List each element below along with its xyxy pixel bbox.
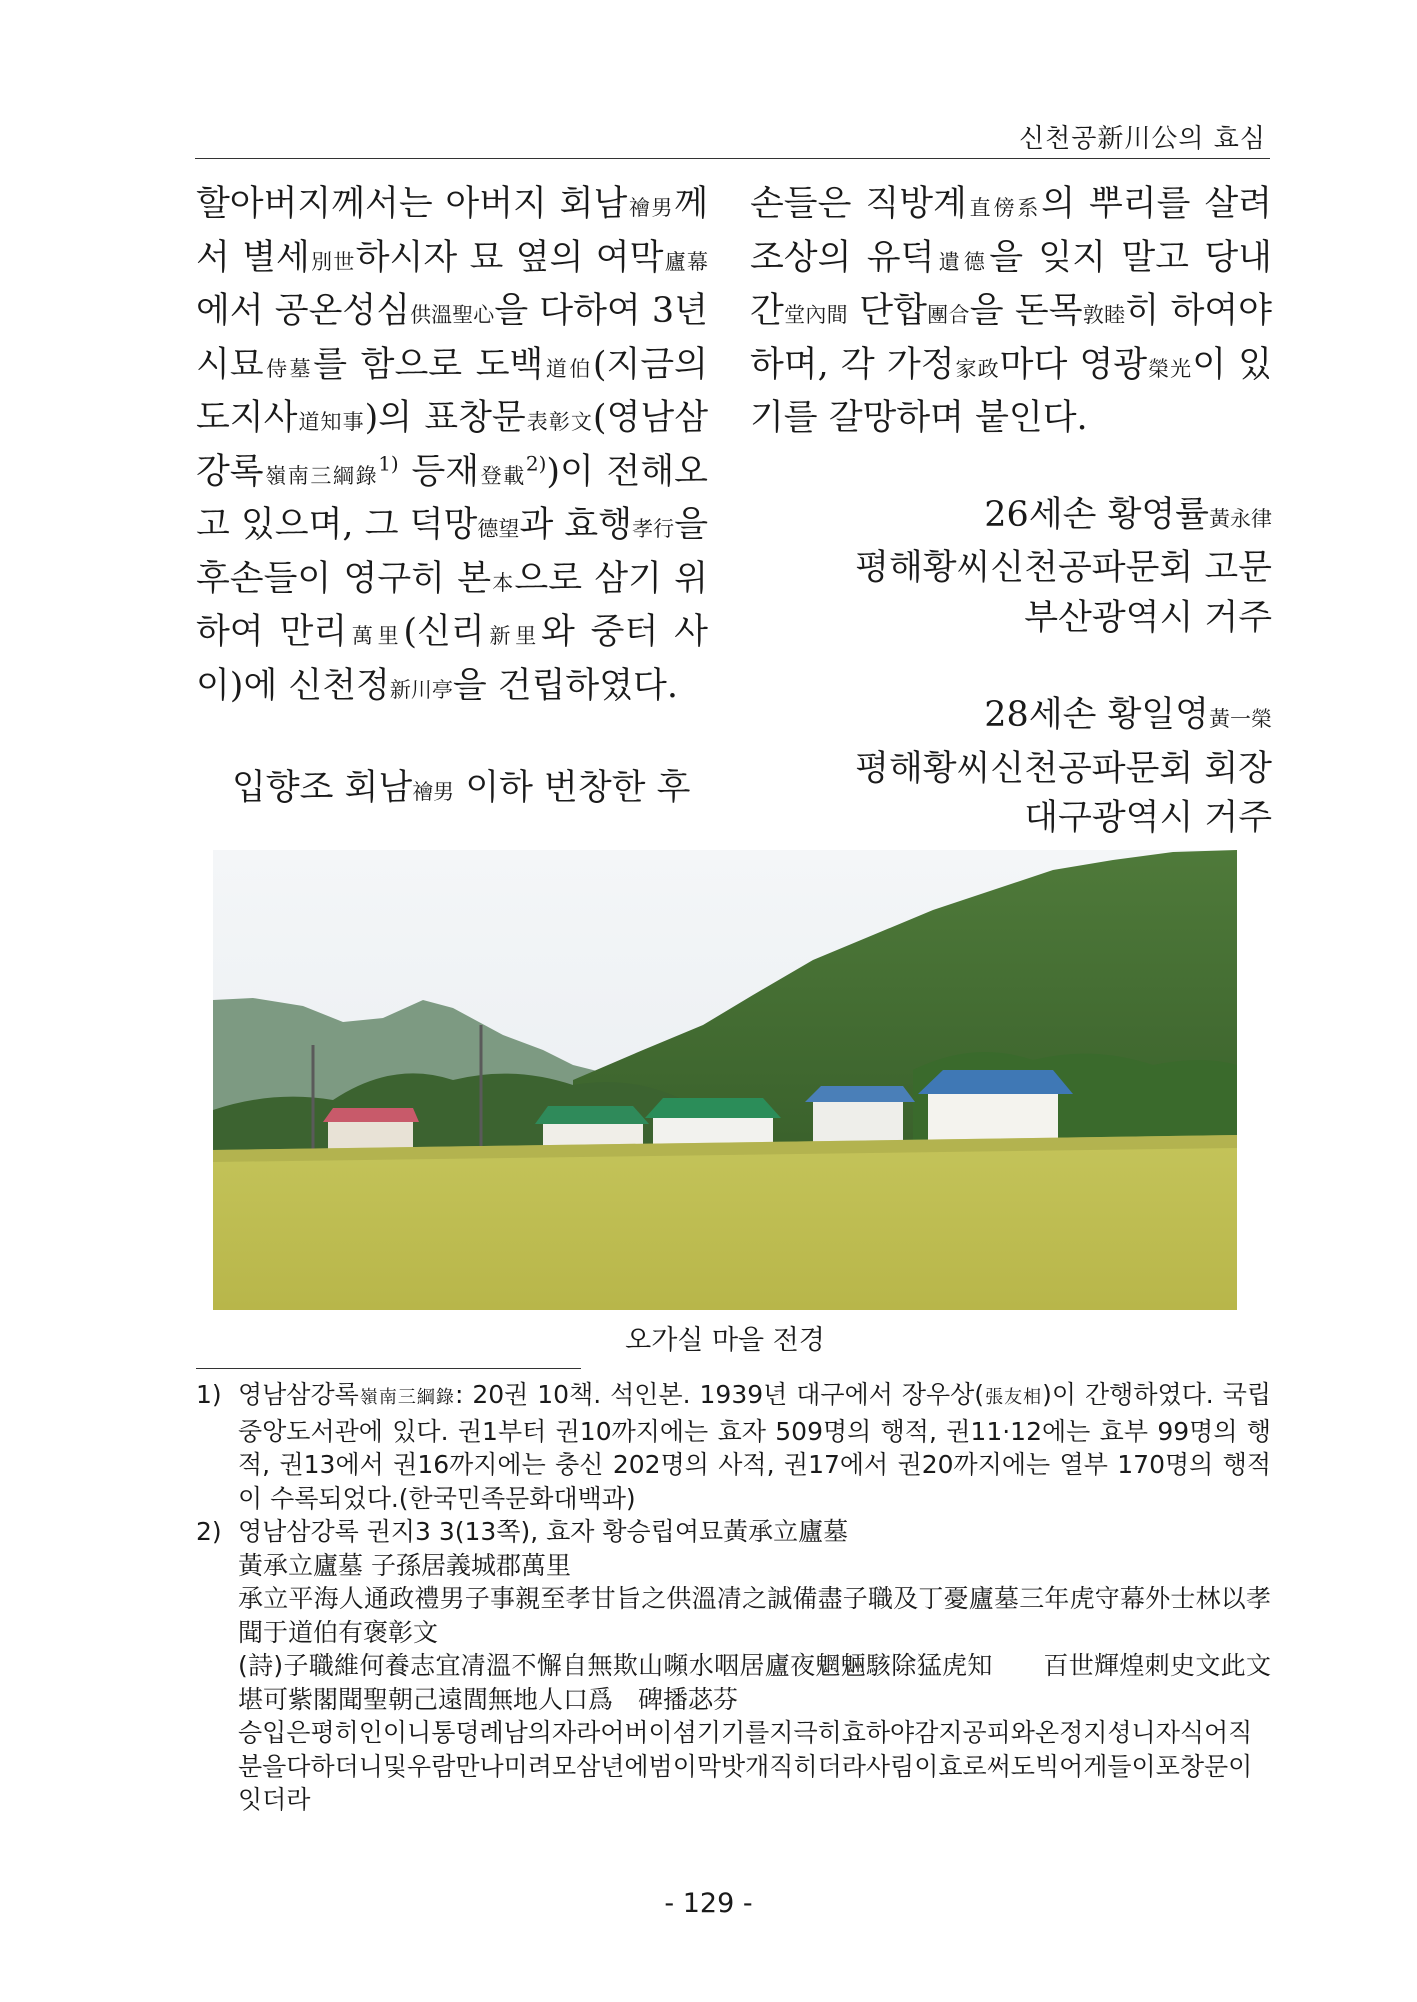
text-run: 단합 (847, 291, 927, 331)
footnote-ref-2[interactable]: 2) (525, 450, 547, 475)
signature-1-role: 평해황씨신천공파문회 고문 (855, 548, 1272, 588)
text-run: 와 중터 사이)에 신천정 (196, 612, 708, 706)
text-run: : 20권 10책. 석인본. 1939년 대구에서 장우상( (454, 1380, 985, 1409)
text-run: 손들은 직방계 (750, 184, 967, 224)
text-run: 을 돈목 (969, 291, 1083, 331)
footnotes (196, 1378, 1271, 1817)
text-run: 를 함으로 도백 (313, 344, 544, 385)
hanja-run: 禬男 (627, 196, 675, 220)
hanja-run: 直傍系 (966, 196, 1042, 220)
text-run: 으로 삼기 위하여 만리 (196, 558, 709, 652)
text-run: 을 잊지 말고 당내간 (750, 237, 1272, 331)
signature-1 (750, 491, 1272, 644)
hanja-run: 家政 (954, 356, 1000, 381)
text-run: 히 하여야 하며, 각 가정 (750, 291, 1272, 385)
footnote-2-line: 黃承立廬墓 子孫居義城郡萬里 (238, 1550, 571, 1580)
hanja-run: 侍墓 (263, 356, 314, 381)
hanja-run: 本 (491, 570, 515, 595)
footnote-2-head: 영남삼강록 권지3 3(13쪽), 효자 황승립여묘黃承立廬墓 (238, 1517, 849, 1546)
text-run: 이 있기를 갈망하며 붙인다. (750, 344, 1273, 438)
text-run: 을 다하여 3년 시묘 (196, 291, 708, 385)
hanja-run: 團合 (926, 303, 970, 327)
text-run: 28세손 황일영 (984, 695, 1209, 735)
footnote-1 (196, 1378, 1271, 1515)
footnote-number: 2) (196, 1517, 222, 1546)
hanja-run: 別世 (309, 249, 356, 274)
hanja-run: 孝行 (632, 517, 675, 541)
text-run: )의 표창문 (364, 398, 526, 438)
signature-2-name (750, 691, 1272, 745)
village-landscape-image (213, 850, 1237, 1310)
text-run: 입향조 회남 (232, 768, 413, 808)
text-run: )이 간행하였다. 국립중앙도서관에 있다. 권1부터 권10까지에는 효자 509명의 행적, 권11·12에는 효부 99명의 행적, 권13에서 권16까지에는 충신 202명의 사적, 권17에서 권20까지에는 열부 170명의 행적이 수록되었다.(한국민족문화대백과) (238, 1380, 1272, 1513)
text-run: (지금의 도지사 (196, 344, 708, 438)
text-run: 을 건립하였다. (452, 665, 678, 706)
signature-2 (750, 691, 1272, 844)
text-run: 에서 공온성심 (196, 291, 411, 331)
signature-2-residence: 대구광역시 거주 (1024, 798, 1272, 838)
text-run: (신리 (403, 612, 485, 652)
text-run: 과 효행 (519, 505, 633, 545)
running-header (195, 112, 1270, 159)
footnote-2-line: 승입은평히인이니통뎡례남의자라어버이셤기기를지극히효하야감지공피와온정지셩니자식어직분을다하더니및우람만나미려모삼년에범이막밧개직히더라사림이효로써도빅어게들이포창문이잇더라 (238, 1718, 1253, 1814)
hanja-run: 登載 (479, 463, 526, 488)
text-run: (영남삼강록 (196, 398, 709, 492)
footnote-body (238, 1515, 1271, 1817)
hanja-run: 廬幕 (663, 249, 708, 274)
text-run: 할아버지께서는 아버지 회남 (196, 184, 628, 224)
signature-2-role: 평해황씨신천공파문회 회장 (855, 748, 1272, 789)
hanja-run: 道伯 (543, 356, 593, 381)
left-column (196, 180, 708, 818)
text-run: 께서 별세 (196, 184, 708, 278)
hanja-run: 萬里 (347, 624, 404, 648)
hanja-run: 新川亭 (389, 677, 453, 702)
hanja-run: 表彰文 (525, 410, 593, 434)
footnote-2-line: (詩)子職維何養志宜凊溫不懈自無欺山嚬水咽居廬夜魍魎駭除猛虎知 百世輝煌刺史文此文堪可紫閣聞聖朝己遠閭無地人口爲 碑播苾芬 (238, 1651, 1271, 1714)
text-run: 26세손 황영률 (984, 494, 1209, 535)
hanja-run: 黃永律 (1209, 506, 1272, 531)
text-run: )이 전해오고 있으며, 그 덕망 (196, 451, 708, 545)
left-paragraph-2 (196, 764, 708, 818)
signature-1-name (750, 491, 1272, 545)
hanja-run: 供溫聖心 (410, 303, 495, 327)
header-title: 신천공新川公의 효심 (1019, 124, 1266, 154)
text-run: 등재 (398, 451, 480, 492)
text-run: 을 후손들이 영구히 본 (196, 505, 709, 599)
hanja-run: 德望 (477, 517, 520, 541)
right-column (750, 180, 1272, 844)
hanja-run: 嶺南三綱錄 (358, 1387, 455, 1408)
hanja-run: 嶺南三綱錄 (263, 463, 379, 488)
right-paragraph-1 (750, 180, 1272, 444)
text-run: 마다 영광 (999, 344, 1148, 385)
signature-1-residence: 부산광역시 거주 (1024, 597, 1272, 638)
text-run: 의 뿌리를 살려 조상의 유덕 (750, 184, 1272, 278)
footnote-2-line: 承立平海人通政禮男子事親至孝甘旨之供溫凊之誠備盡子職及丁憂廬墓三年虎守幕外士林以孝聞于道伯有褒彰文 (238, 1584, 1271, 1647)
text-run: 영남삼강록 (238, 1380, 359, 1409)
hanja-run: 堂內間 (783, 303, 848, 327)
footnote-ref-1[interactable]: 1) (378, 450, 399, 475)
photo-caption: 오가실 마을 전경 (625, 1325, 825, 1356)
hanja-run: 黃一榮 (1209, 707, 1272, 731)
text-run: 하시자 묘 옆의 여막 (355, 237, 664, 278)
text-run: 이하 번창한 후 (454, 768, 691, 808)
hanja-run: 禬男 (412, 780, 455, 804)
hanja-run: 榮光 (1147, 356, 1193, 381)
hanja-run: 張友相 (984, 1387, 1043, 1408)
hanja-run: 道知事 (297, 410, 365, 434)
hanja-run: 敦睦 (1082, 303, 1126, 327)
page-number: - 129 - (664, 1888, 753, 1919)
footnote-number: 1) (196, 1380, 222, 1409)
hanja-run: 新里 (484, 624, 541, 648)
village-photo (213, 850, 1237, 1310)
footnote-body (238, 1378, 1271, 1515)
hanja-run: 遺德 (934, 249, 990, 274)
footnote-divider (196, 1368, 581, 1369)
rice-paddy (213, 1135, 1237, 1310)
left-paragraph-1 (196, 180, 708, 715)
footnote-2 (196, 1515, 1271, 1817)
